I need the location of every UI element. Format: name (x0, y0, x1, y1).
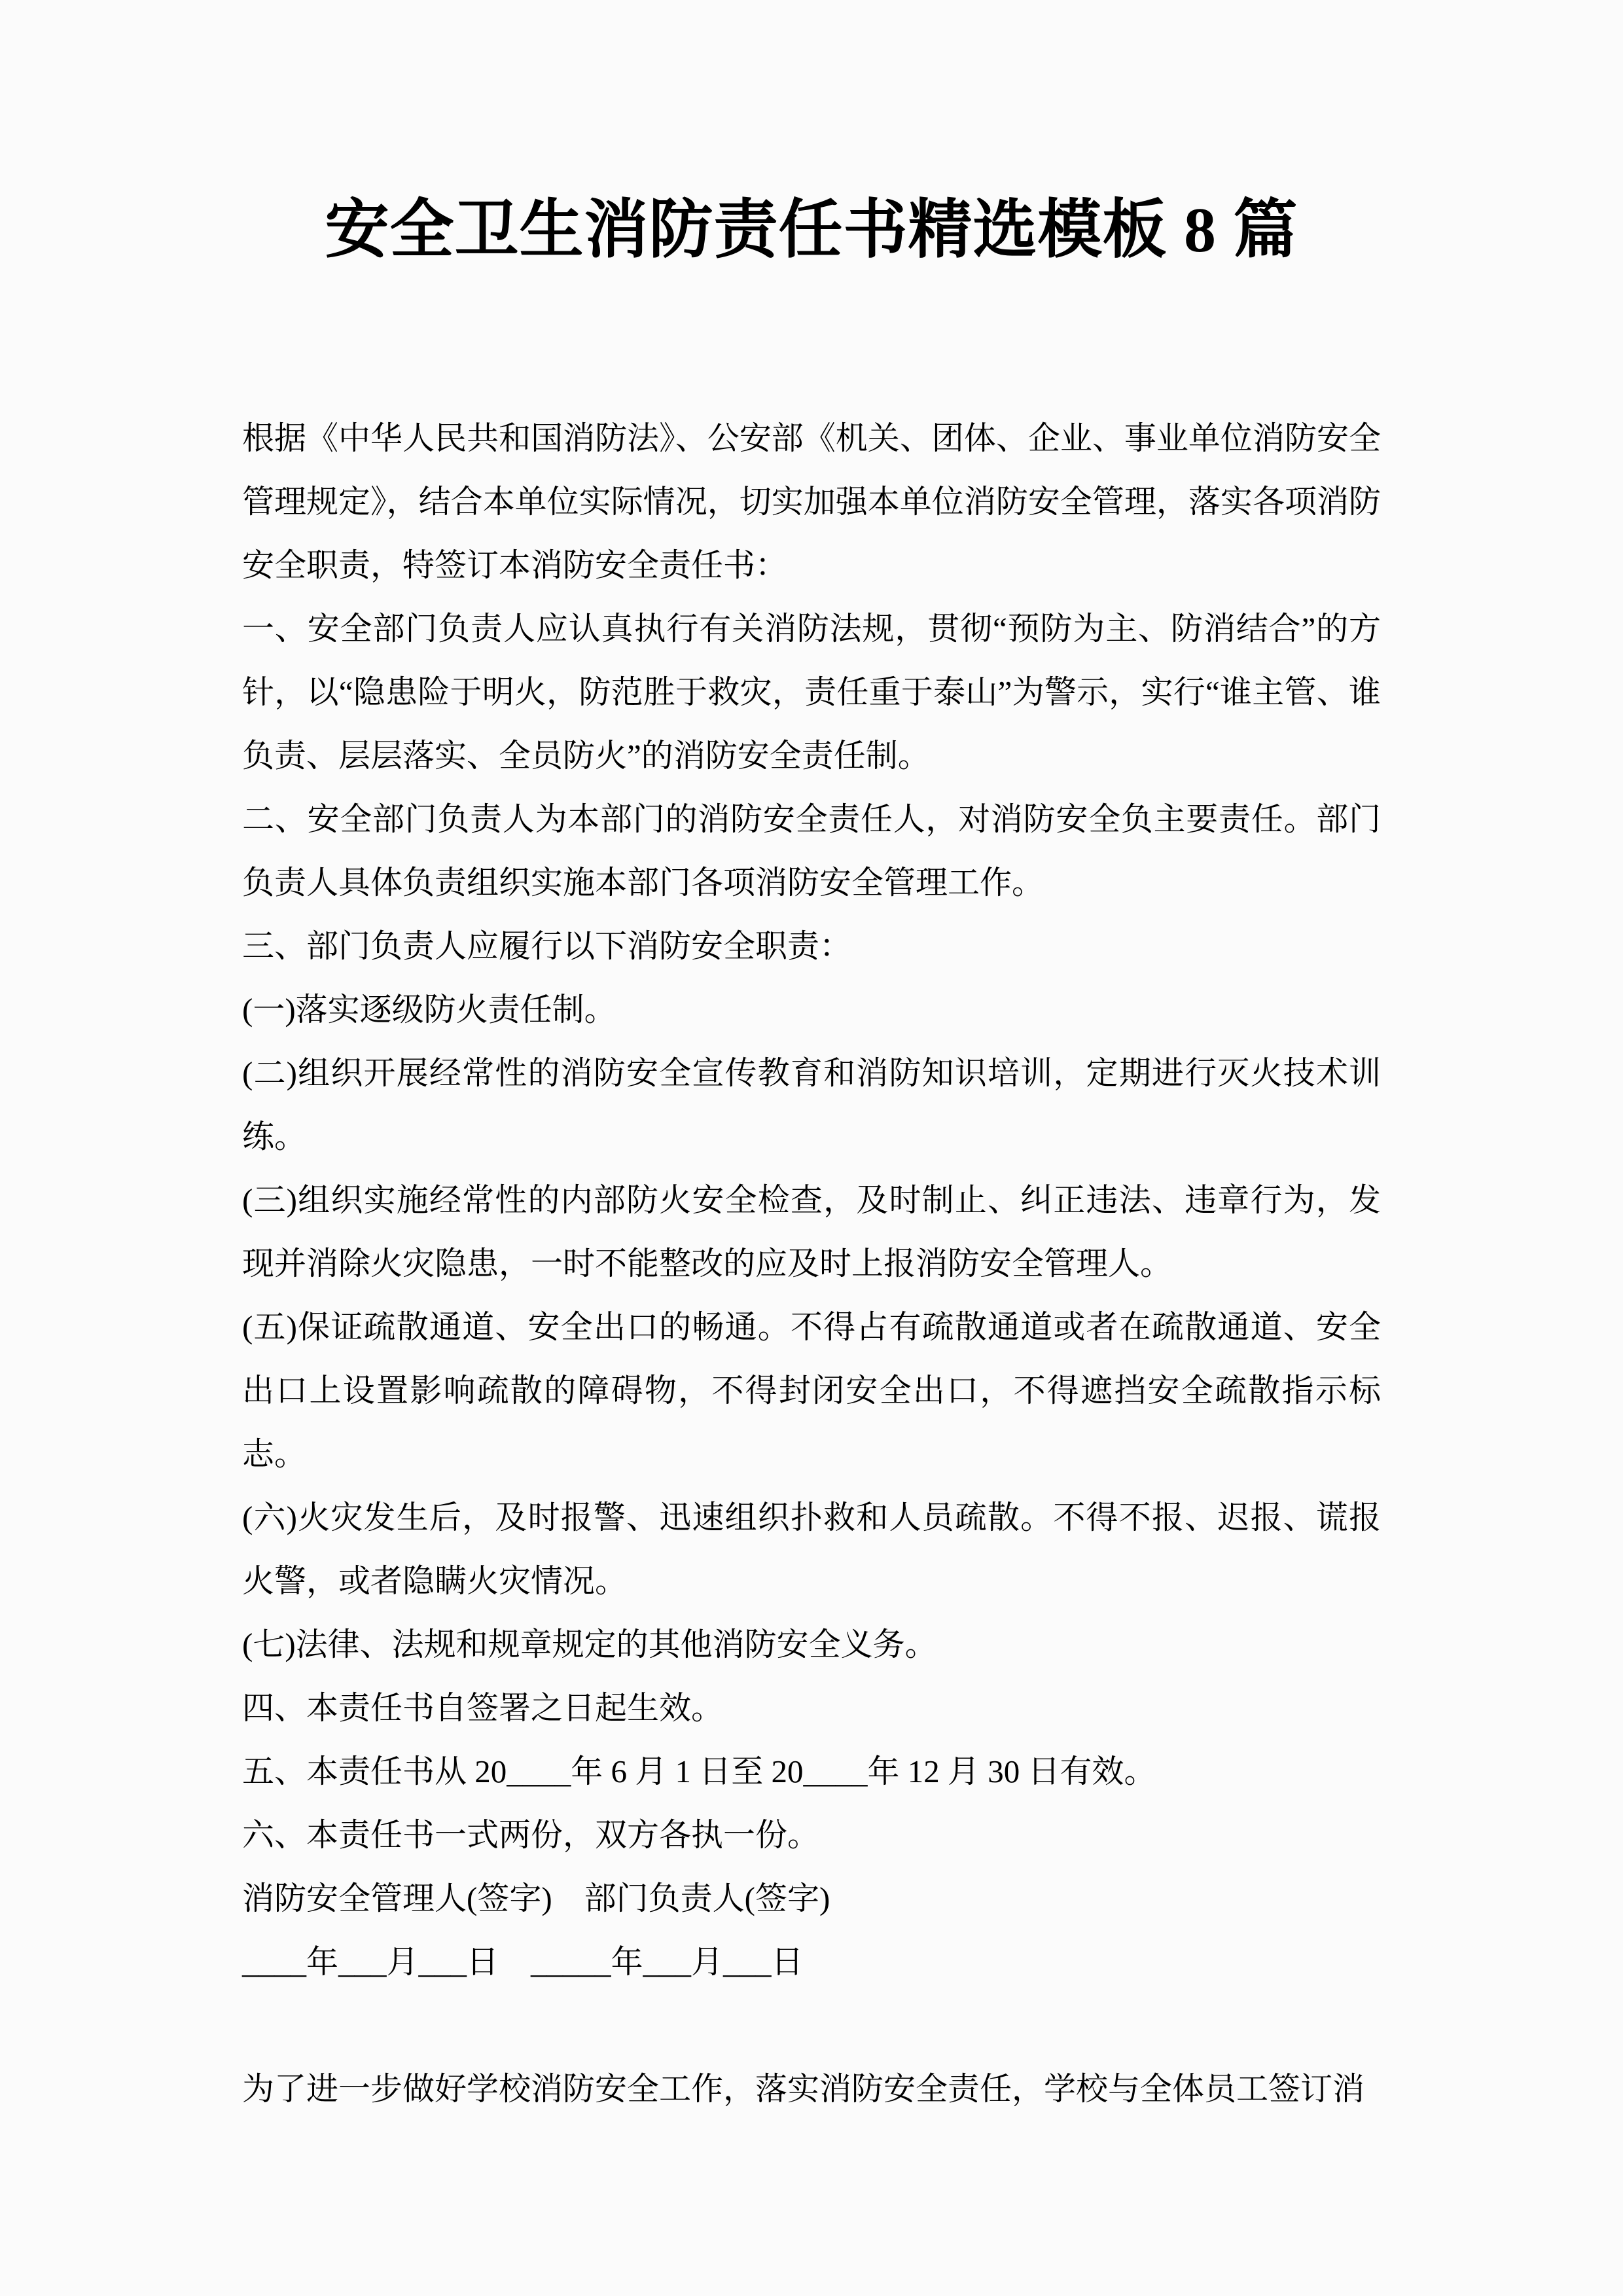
paragraph: (二)组织开展经常性的消防安全宣传教育和消防知识培训，定期进行灭火技术训练。 (242, 1054, 1381, 1155)
paragraph: 三、部门负责人应履行以下消防安全职责： (242, 927, 852, 964)
paragraph: 一、安全部门负责人应认真执行有关消防法规，贯彻“预防为主、防消结合”的方针，以“隐患险于明火，防范胜于救灾，责任重于泰山”为警示，实行“谁主管、谁负责、层层落实、全员防火”的消防安全责任制。 (242, 610, 1381, 774)
paragraph: 二、安全部门负责人为本部门的消防安全责任人，对消防安全负主要责任。部门负责人具体负责组织实施本部门各项消防安全管理工作。 (242, 800, 1381, 901)
paragraph: (七)法律、法规和规章规定的其他消防安全义务。 (242, 1626, 937, 1662)
paragraph: (一)落实逐级防火责任制。 (242, 991, 616, 1028)
paragraph: (五)保证疏散通道、安全出口的畅通。不得占有疏散通道或者在疏散通道、安全出口上设置影响疏散的障碍物，不得封闭安全出口，不得遮挡安全疏散指示标志。 (242, 1308, 1381, 1472)
paragraph: 根据《中华人民共和国消防法》、公安部《机关、团体、企业、事业单位消防安全管理规定》，结合本单位实际情况，切实加强本单位消防安全管理，落实各项消防安全职责，特签订本消防安全责任书： (242, 420, 1381, 583)
paragraph: 四、本责任书自签署之日起生效。 (242, 1689, 724, 1726)
paragraph: (三)组织实施经常性的内部防火安全检查，及时制止、纠正违法、违章行为，发现并消除火灾隐患，一时不能整改的应及时上报消防安全管理人。 (242, 1181, 1381, 1282)
paragraph: ____年___月___日 _____年___月___日 (242, 1943, 804, 1980)
document-title: 安全卫生消防责任书精选模板 8 篇 (325, 195, 1298, 266)
paragraph: (六)火灾发生后，及时报警、迅速组织扑救和人员疏散。不得不报、迟报、谎报火警，或者隐瞒火灾情况。 (242, 1499, 1381, 1599)
paragraph: 消防安全管理人(签字) 部门负责人(签字) (242, 1880, 830, 1916)
paragraph: 为了进一步做好学校消防安全工作，落实消防安全责任，学校与全体员工签订消 (242, 2070, 1365, 2107)
document-body (242, 406, 1381, 2121)
paragraph: 五、本责任书从 20____年 6 月 1 日至 20____年 12 月 30 日有效。 (242, 1753, 1156, 1789)
paragraph: 六、本责任书一式两份，双方各执一份。 (242, 1816, 820, 1853)
